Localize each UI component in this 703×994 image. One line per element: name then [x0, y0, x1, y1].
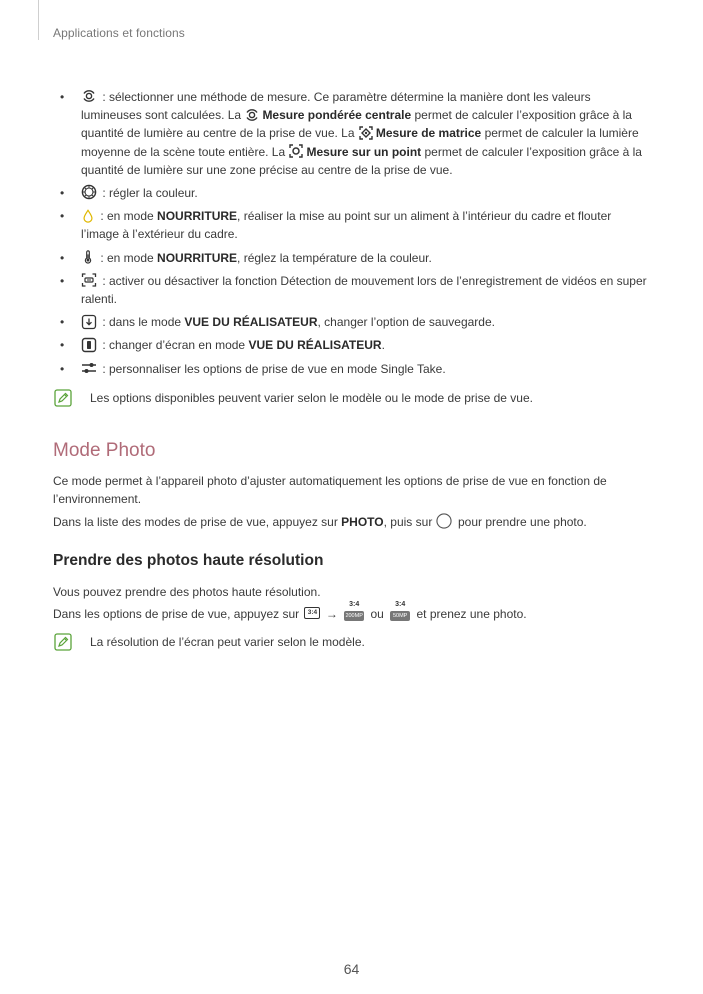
color-tune-icon — [81, 184, 97, 200]
metering-icon — [81, 88, 97, 104]
list-item-color: • : régler la couleur. — [60, 184, 650, 202]
bullet-dot: • — [60, 209, 65, 224]
matrix-metering-icon — [358, 125, 374, 141]
list-item-metering: • : sélectionner une méthode de mesure. Ce paramètre détermine la manière dont les valeurs lumineuses sont calculées. La Mesure pondérée centrale permet de calculer l’exposition grâce à la quantité de lumière au centre de la prise de vue. La Mesure de matrice permet de calculer la lumière moyenne de la scène toute entière. La Mesure sur un point permet de calculer l’exposition grâce à la quantité de lumière sur une zone précise au centre de la prise de vue. — [60, 90, 642, 177]
list-item-save-option: • : dans le mode VUE DU RÉALISATEUR, changer l’option de sauvegarde. — [60, 313, 650, 331]
list-item-food-temperature: • : en mode NOURRITURE, réglez la température de la couleur. — [60, 249, 650, 267]
save-option-icon — [81, 314, 97, 330]
list-item-food-focus: • : en mode NOURRITURE, réaliser la mise au point sur un aliment à l’intérieur du cadre et flouter l’image à l’extérieur du cadre. — [60, 209, 612, 242]
spot-metering-icon — [288, 143, 304, 159]
note-pencil-icon — [54, 633, 72, 651]
margin-rule — [38, 0, 39, 40]
bullet-dot: • — [60, 338, 65, 353]
shutter-button-icon — [436, 513, 453, 530]
page-header: Applications et fonctions — [53, 26, 185, 40]
resolution-50mp-icon: 3:4 50MP — [389, 601, 411, 621]
spot-metering-label: Mesure sur un point — [306, 144, 422, 159]
resolution-200mp-icon: 3:4 200MP — [345, 600, 363, 619]
matrix-metering-label: Mesure de matrice — [375, 126, 482, 141]
section-intro: Ce mode permet à l’appareil photo d’ajuster automatiquement les options de prise de vue en fonction de l’environnement. — [53, 474, 607, 506]
bullet-dot: • — [60, 315, 65, 330]
sliders-icon — [81, 360, 97, 376]
list-item-switch-screen: • : changer d’écran en mode VUE DU RÉALISATEUR. — [60, 336, 650, 354]
center-metering-label: Mesure pondérée centrale — [262, 108, 412, 123]
center-weighted-metering-icon — [244, 107, 260, 123]
bullet-dot: • — [60, 186, 65, 201]
note-pencil-icon — [54, 389, 72, 407]
option-list — [60, 88, 650, 383]
bullet-dot: • — [60, 273, 65, 288]
subsection-intro: Vous pouvez prendre des photos haute résolution. — [53, 585, 321, 599]
food-focus-icon — [81, 209, 95, 223]
bullet-dot: • — [60, 250, 65, 265]
section-step: Dans la liste des modes de prise de vue, appuyez sur PHOTO, puis sur pour prendre une photo. — [53, 513, 653, 531]
page-number: 64 — [343, 961, 360, 977]
bullet-dot: • — [60, 361, 65, 376]
motion-detection-icon — [81, 272, 97, 288]
thermometer-icon — [81, 250, 95, 264]
subsection-step: Dans les options de prise de vue, appuyez sur 3:4 → 3:4 200MP ou 3:4 50MP et prenez une photo. — [53, 600, 527, 621]
subsection-title: Prendre des photos haute résolution — [53, 552, 324, 569]
list-item-motion-detection: • : activer ou désactiver la fonction Détection de mouvement lors de l’enregistrement de vidéos en super ralenti. — [60, 273, 647, 307]
switch-screen-icon — [81, 337, 97, 353]
aspect-ratio-icon: 3:4 — [304, 607, 320, 619]
bullet-dot: • — [60, 90, 65, 104]
section-title: Mode Photo — [53, 440, 156, 461]
list-item-single-take: • : personnaliser les options de prise de vue en mode Single Take. — [60, 360, 650, 378]
